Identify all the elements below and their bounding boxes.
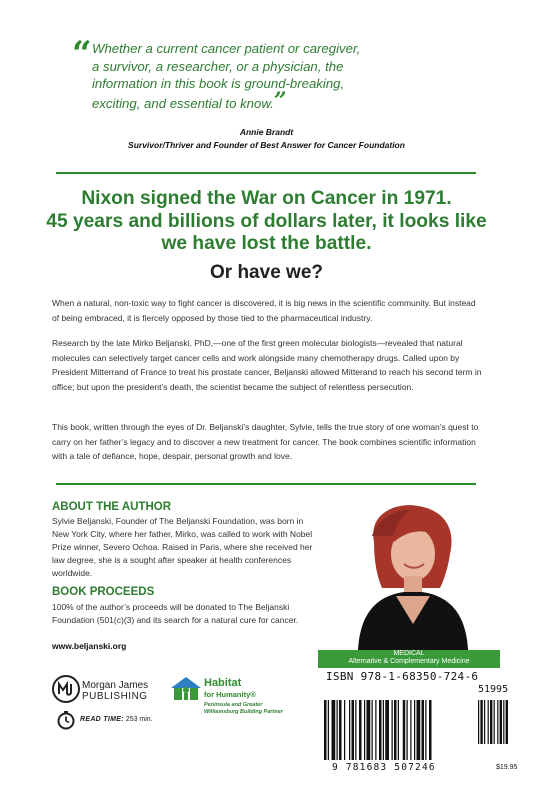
isbn-text: ISBN 978-1-68350-724-6	[326, 670, 479, 683]
about-text: Sylvie Beljanski, Founder of The Beljanski Foundation, was born in New York City, where her father, Mirko, was called to work with Nobel Prize winner, Severo Ochoa. Raised in Paris, where she received her law degree, she is a sought after speaker at health conferences worldwide.	[52, 516, 313, 578]
quote-text	[92, 40, 432, 112]
website-link[interactable]: www.beljanski.org	[52, 641, 127, 651]
author-photo	[318, 502, 500, 650]
paragraph: When a natural, non-toxic way to fight cancer is discovered, it is big news in the scientific community. But instead of being embraced, it is fiercely opposed by those tied to the pharmaceutical industry.	[52, 298, 476, 323]
category-label	[318, 650, 500, 668]
morgan-james-logo-icon	[52, 675, 80, 703]
paragraph: Research by the late Mirko Beljanski, PhD,—one of the first green molecular biologists—revealed that natural molecules can selectively target cancer cells and work alongside many chemotherapy drugs. Called upon by President Mitterrand of France to treat his prostate cancer, Beljanski allowed Mitterand to reach his second term in office; but upon the president’s death, the scientist became the subject of relentless persecution.	[52, 338, 482, 392]
headline-line: 45 years and billions of dollars later, it looks like	[46, 210, 487, 232]
barcode-number: 9 781683 507246	[332, 762, 436, 773]
headline	[40, 188, 493, 256]
habitat-sub-line: Peninsula and Greater	[204, 702, 263, 708]
headline-line: we have lost the battle.	[161, 233, 372, 254]
close-quote-icon: ”	[273, 87, 287, 114]
quote-author: Annie Brandt	[239, 127, 294, 137]
headline-line: Nixon signed the War on Cancer in 1971.	[81, 188, 452, 209]
category-line: MEDICAL	[393, 650, 425, 657]
price-code: 51995	[478, 684, 509, 695]
habitat-logo-icon	[170, 676, 202, 702]
habitat-line: for Humanity®	[204, 690, 256, 699]
divider	[56, 483, 476, 485]
divider	[56, 172, 476, 174]
endorsement-quote	[72, 34, 432, 114]
read-time	[80, 716, 153, 723]
quote-author-title: Survivor/Thriver and Founder of Best Answer for Cancer Foundation	[128, 140, 405, 150]
open-quote-icon: “	[72, 34, 92, 74]
quote-line: Whether a current cancer patient or caregiver,	[92, 41, 361, 56]
proceeds-text: 100% of the author’s proceeds will be donated to The Beljanski Foundation (501(c)(3) and its search for a natural cure for cancer.	[52, 602, 299, 625]
price: $19.95	[496, 764, 518, 771]
category-line: Alternative & Complementary Medicine	[348, 658, 470, 665]
subhead: Or have we?	[210, 262, 323, 283]
publisher-line: Morgan James	[82, 680, 149, 691]
habitat-partner	[204, 702, 283, 715]
habitat-sub-line: Williamsburg Building Partner	[204, 708, 283, 715]
read-time-value: 253 min.	[125, 716, 153, 723]
quote-line: information in this book is ground-breaking,	[92, 76, 345, 91]
publisher-line: PUBLISHING	[82, 691, 148, 702]
proceeds-heading: BOOK PROCEEDS	[52, 586, 155, 598]
read-time-label: READ TIME:	[80, 716, 124, 723]
barcode	[318, 700, 525, 762]
about-heading: ABOUT THE AUTHOR	[52, 501, 172, 513]
stopwatch-icon	[56, 710, 76, 730]
paragraph: This book, written through the eyes of Dr. Beljanski’s daughter, Sylvie, tells the true story of one woman’s quest to carry on her father’s legacy and to discover a new treatment for cancer. The book combines scientific information with a tale of defiance, hope, despair, personal growth and love.	[52, 422, 479, 461]
habitat-name	[204, 678, 256, 700]
publisher-name	[82, 680, 148, 702]
quote-line: a survivor, a researcher, or a physician, the	[92, 58, 344, 74]
habitat-line: Habitat	[204, 677, 242, 689]
quote-line: exciting, and essential to know.	[92, 95, 274, 111]
barcode-box	[318, 668, 525, 788]
